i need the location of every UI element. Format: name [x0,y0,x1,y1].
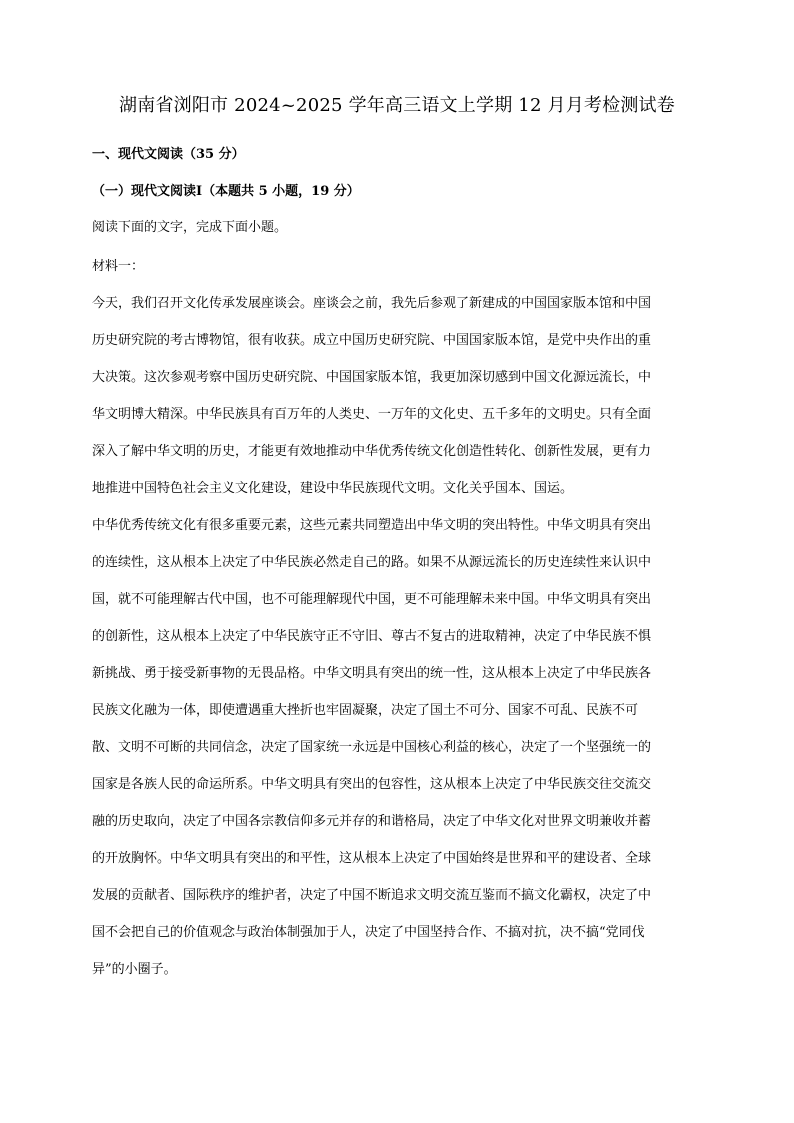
paragraph-line: 发展的贡献者、国际秩序的维护者，决定了中国不断追求文明交流互鉴而不搞文化霸权，决定了中 [92,888,652,903]
reading-instruction: 阅读下面的文字，完成下面小题。 [92,220,288,235]
paragraph-line: 国，就不可能理解古代中国，也不可能理解现代中国，更不可能理解未来中国。中华文明具有突出 [92,592,652,607]
paragraph-line: 历史研究院的考古博物馆，很有收获。成立中国历史研究院、中国国家版本馆，是党中央作出的重 [92,333,652,348]
material-label: 材料一： [92,259,145,274]
document-title: 湖南省浏阳市 2024~2025 学年高三语文上学期 12 月月考检测试卷 [119,95,675,116]
paragraph-line: 新挑战、勇于接受新事物的无畏品格。中华文明具有突出的统一性，这从根本上决定了中华民族各 [92,666,652,681]
paragraph-line: 的创新性，这从根本上决定了中华民族守正不守旧、尊古不复古的进取精神，决定了中华民族不惧 [92,629,652,644]
paragraph-line: 散、文明不可断的共同信念，决定了国家统一永远是中国核心利益的核心，决定了一个坚强统一的 [92,740,652,755]
paragraph-line: 今天，我们召开文化传承发展座谈会。座谈会之前，我先后参观了新建成的中国国家版本馆和中国 [92,296,652,311]
paragraph-line: 国家是各族人民的命运所系。中华文明具有突出的包容性，这从根本上决定了中华民族交往交流交 [92,777,652,792]
paragraph-line: 异”的小圈子。 [92,962,177,977]
subsection-heading: （一）现代文阅读Ⅰ（本题共 5 小题，19 分） [92,184,360,199]
paragraph-line: 华文明博大精深。中华民族具有百万年的人类史、一万年的文化史、五千多年的文明史。只有全面 [92,407,652,422]
paragraph-line: 中华优秀传统文化有很多重要元素，这些元素共同塑造出中华文明的突出特性。中华文明具有突出 [92,518,652,533]
section-heading: 一、现代文阅读（35 分） [92,147,245,162]
paragraph-line: 大决策。这次参观考察中国历史研究院、中国国家版本馆，我更加深切感到中国文化源远流长，中 [92,370,652,385]
paragraph-line: 国不会把自己的价值观念与政治体制强加于人，决定了中国坚持合作、不搞对抗，决不搞“党同伐 [92,925,645,940]
paragraph-line: 的连续性，这从根本上决定了中华民族必然走自己的路。如果不从源远流长的历史连续性来认识中 [92,555,652,570]
paragraph-line: 融的历史取向，决定了中国各宗教信仰多元并存的和谐格局，决定了中华文化对世界文明兼收并蓄 [92,814,652,829]
paragraph-line: 地推进中国特色社会主义文化建设，建设中华民族现代文明。文化关乎国本、国运。 [92,481,574,496]
paragraph-line: 民族文化融为一体，即使遭遇重大挫折也牢固凝聚，决定了国土不可分、国家不可乱、民族不可 [92,703,639,718]
paragraph-line: 深入了解中华文明的历史，才能更有效地推动中华优秀传统文化创造性转化、创新性发展，更有力 [92,444,652,459]
paragraph-line: 的开放胸怀。中华文明具有突出的和平性，这从根本上决定了中国始终是世界和平的建设者、全球 [92,851,652,866]
